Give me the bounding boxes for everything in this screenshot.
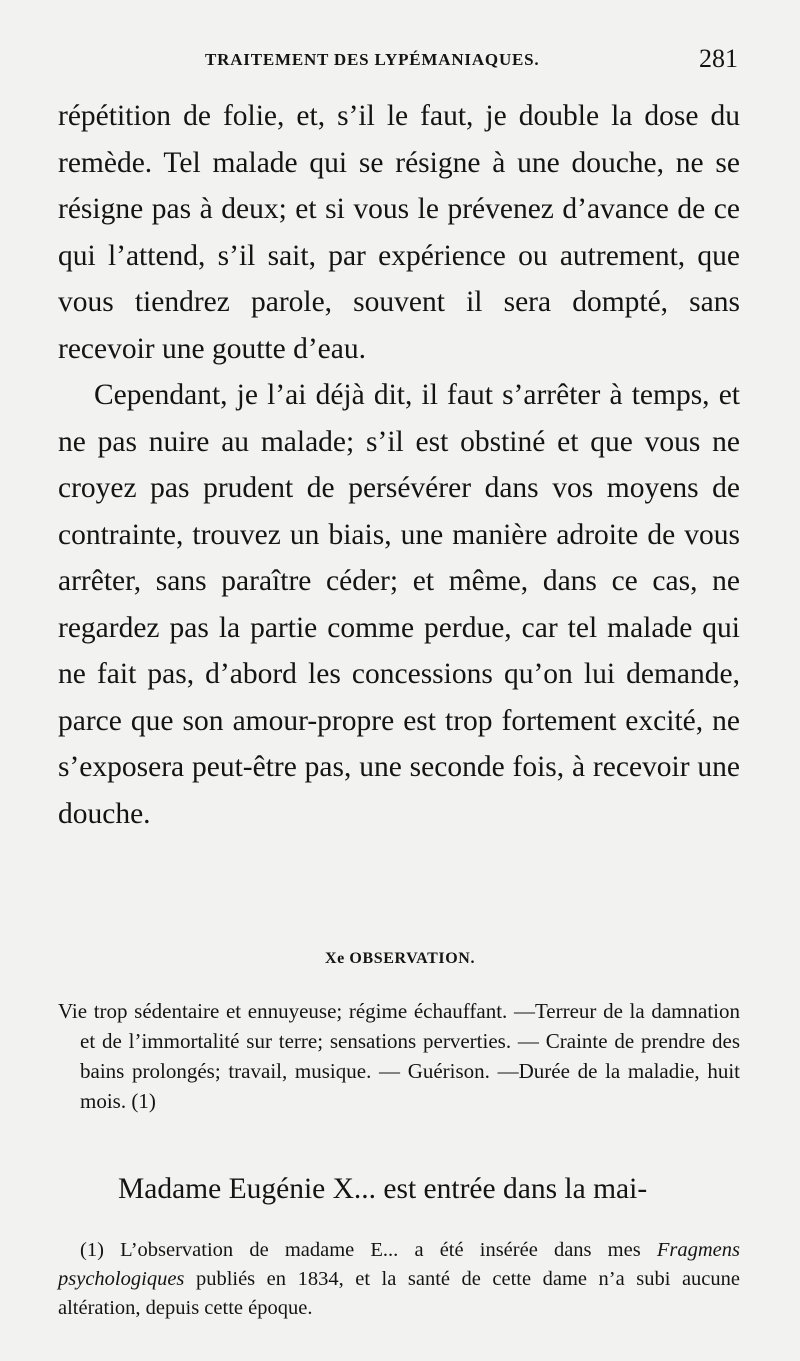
footnote [58,1236,740,1323]
footnote-text-before: L’observation de madame E... a été insérée dans mes [120,1239,641,1261]
observation-heading: Xe OBSERVATION. [324,950,476,967]
footnote-text-after: publiés en 1834, et la santé de cette dame n’a subi aucune altération, depuis cette époque. [58,1268,740,1319]
footnote-marker: (1) [80,1239,104,1261]
page-header [60,44,738,84]
continuation-line: Madame Eugénie X... est entrée dans la mai- [118,1173,648,1205]
paragraph-2: Cependant, je l’ai déjà dit, il faut s’arrêter à temps, et ne pas nuire au malade; s’il est obstiné et que vous ne croyez pas prudent de persévérer dans vos moyens de contrainte, trouvez un biais, une manière adroite de vous arrêter, sans paraître céder; et même, dans ce cas, ne regardez pas la partie comme perdue, car tel malade qui ne fait pas, d’abord les concessions qu’on lui demande, parce que son amour-propre est trop fortement excité, ne s’exposera peut-être pas, une seconde fois, à recevoir une douche. [58,379,740,830]
main-text [58,93,740,837]
page-number: 281 [699,44,738,73]
running-title: TRAITEMENT DES LYPÉMANIAQUES. [205,50,540,69]
observation-summary: Vie trop sédentaire et ennuyeuse; régime échauffant. —Terreur de la damnation et de l’immortalité sur terre; sensations perverties. — Crainte de prendre des bains prolongés; travail, musique. — Guérison. —Durée de la maladie, huit mois. (1) [58,999,740,1113]
paragraph-1: répétition de folie, et, s’il le faut, je double la dose du remède. Tel malade qui se résigne à une douche, ne se résigne pas à deux; et si vous le prévenez d’avance de ce qui l’attend, s’il sait, par expérience ou autrement, que vous tiendrez parole, souvent il sera dompté, sans recevoir une goutte d’eau. [58,100,740,365]
footnote-book-title: Fragmens psychologiques [58,1239,741,1290]
